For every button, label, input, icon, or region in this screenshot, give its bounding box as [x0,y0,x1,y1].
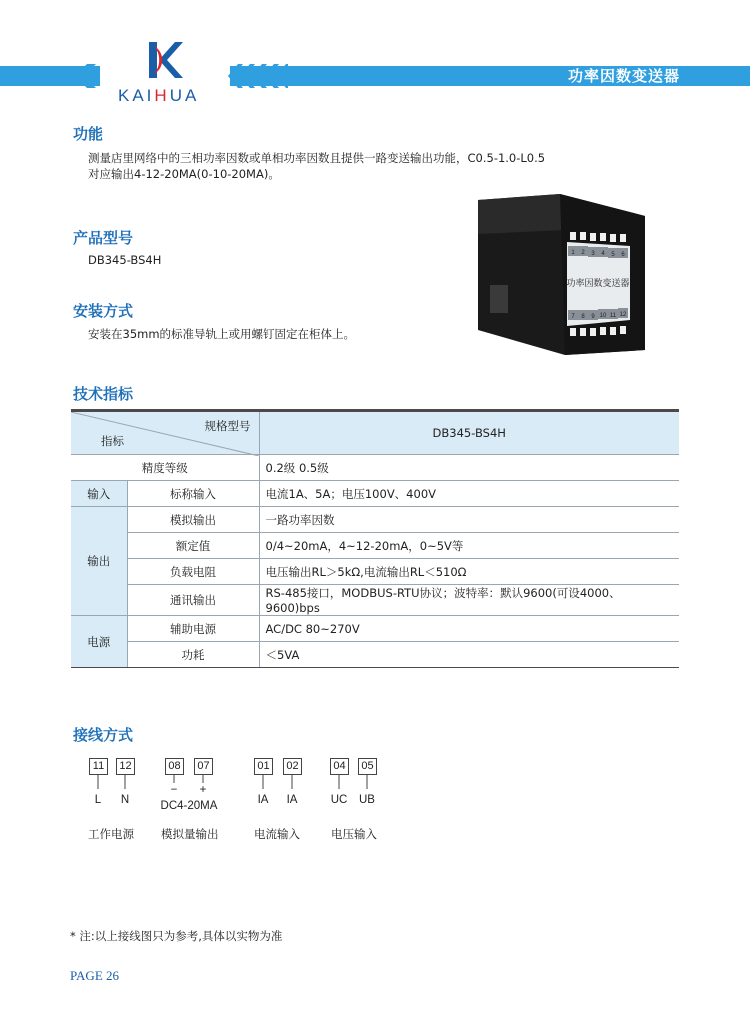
svg-text:5: 5 [611,252,615,258]
terminal-08: 08 [165,758,184,775]
wire-label-UC: UC [330,794,348,806]
chevron-left-icon [72,64,98,88]
wire-label-IA-2: IA [286,794,298,806]
section-title-model: 产品型号 [73,229,134,247]
svg-text:3: 3 [591,251,595,257]
svg-text:6: 6 [621,252,625,258]
terminal-04: 04 [330,758,349,775]
wire-label-minus: − [170,784,178,796]
group-analog-output: 模拟量输出 [161,827,219,841]
terminal-leads [0,775,750,795]
spec-table [71,409,679,668]
wire-label-plus: + [199,784,207,796]
svg-text:9: 9 [591,314,595,320]
install-text: 安装在35mm的标准导轨上或用螺钉固定在柜体上。 [88,327,356,341]
row-output-3-label: 负载电阻 [127,559,259,585]
svg-text:7: 7 [571,314,575,320]
spec-header-diagonal [71,411,259,455]
row-power-1-label: 辅助电源 [127,616,259,642]
wire-label-N: N [120,794,130,806]
terminal-12: 12 [116,758,135,775]
svg-text:11: 11 [609,313,617,319]
wire-label-signal: DC4-20MA [160,800,218,812]
function-text-2: 对应输出4-12-20MA(0-10-20MA)。 [88,167,280,181]
row-output-3-value: 电压输出RL＞5kΩ,电流输出RL＜510Ω [259,559,679,585]
footnote: * 注:以上接线图只为参考,具体以实物为准 [70,929,283,943]
header-model-value: DB345-BS4H [259,411,679,455]
terminal-05: 05 [358,758,377,775]
row-output-1-value: 一路功率因数 [259,507,679,533]
svg-text:8: 8 [581,314,585,320]
product-title: 功率因数变送器 [567,67,680,85]
row-output-2-value: 0/4~20mA，4~12-20mA，0~5V等 [259,533,679,559]
header-index-label: 指标 [101,434,124,448]
row-output-2-label: 额定值 [127,533,259,559]
row-input-value: 电流1A、5A；电压100V、400V [259,481,679,507]
kaihua-logo-icon [145,40,185,80]
function-text-1: 测量店里网络中的三相功率因数或单相功率因数且提供一路变送输出功能，C0.5-1.0-L0.5 [88,151,546,165]
terminal-02: 02 [283,758,302,775]
wire-label-UB: UB [359,794,375,806]
svg-text:1: 1 [571,250,575,256]
terminal-07: 07 [194,758,213,775]
wire-label-L: L [94,794,102,806]
row-power-2-value: ＜5VA [259,642,679,668]
section-title-spec: 技术指标 [73,385,134,403]
svg-text:功率因数变送器: 功率因数变送器 [566,279,630,289]
brand-wordmark: KAIHUA [118,86,200,105]
svg-text:12: 12 [619,312,627,318]
group-voltage-input: 电压输入 [331,827,377,841]
transmitter-device-image [470,190,650,355]
row-input-label: 标称输入 [127,481,259,507]
chevron-left-multi-icon [228,64,288,88]
section-title-function: 功能 [73,125,104,143]
svg-text:2: 2 [581,250,585,256]
svg-text:10: 10 [599,313,607,319]
row-accuracy-label: 精度等级 [71,455,259,481]
cat-input: 输入 [71,481,127,507]
section-title-install: 安装方式 [73,302,134,320]
row-output-4-label: 通讯输出 [127,585,259,616]
row-output-1-label: 模拟输出 [127,507,259,533]
row-power-1-value: AC/DC 80~270V [259,616,679,642]
row-output-4-value: RS-485接口，MODBUS-RTU协议；波特率：默认9600(可设4000、9600)bps [259,585,679,616]
group-power: 工作电源 [88,827,134,841]
terminal-11: 11 [89,758,108,775]
model-value: DB345-BS4H [88,253,162,267]
group-current-input: 电流输入 [254,827,300,841]
header-model-label: 规格型号 [204,419,251,433]
row-accuracy-value: 0.2级 0.5级 [259,455,679,481]
section-title-wiring: 接线方式 [73,726,134,744]
cat-power: 电源 [71,616,127,668]
svg-text:4: 4 [601,251,605,257]
wire-label-IA-1: IA [257,794,269,806]
row-power-2-label: 功耗 [127,642,259,668]
terminal-01: 01 [254,758,273,775]
page-number: PAGE 26 [70,968,120,983]
cat-output: 输出 [71,507,127,616]
